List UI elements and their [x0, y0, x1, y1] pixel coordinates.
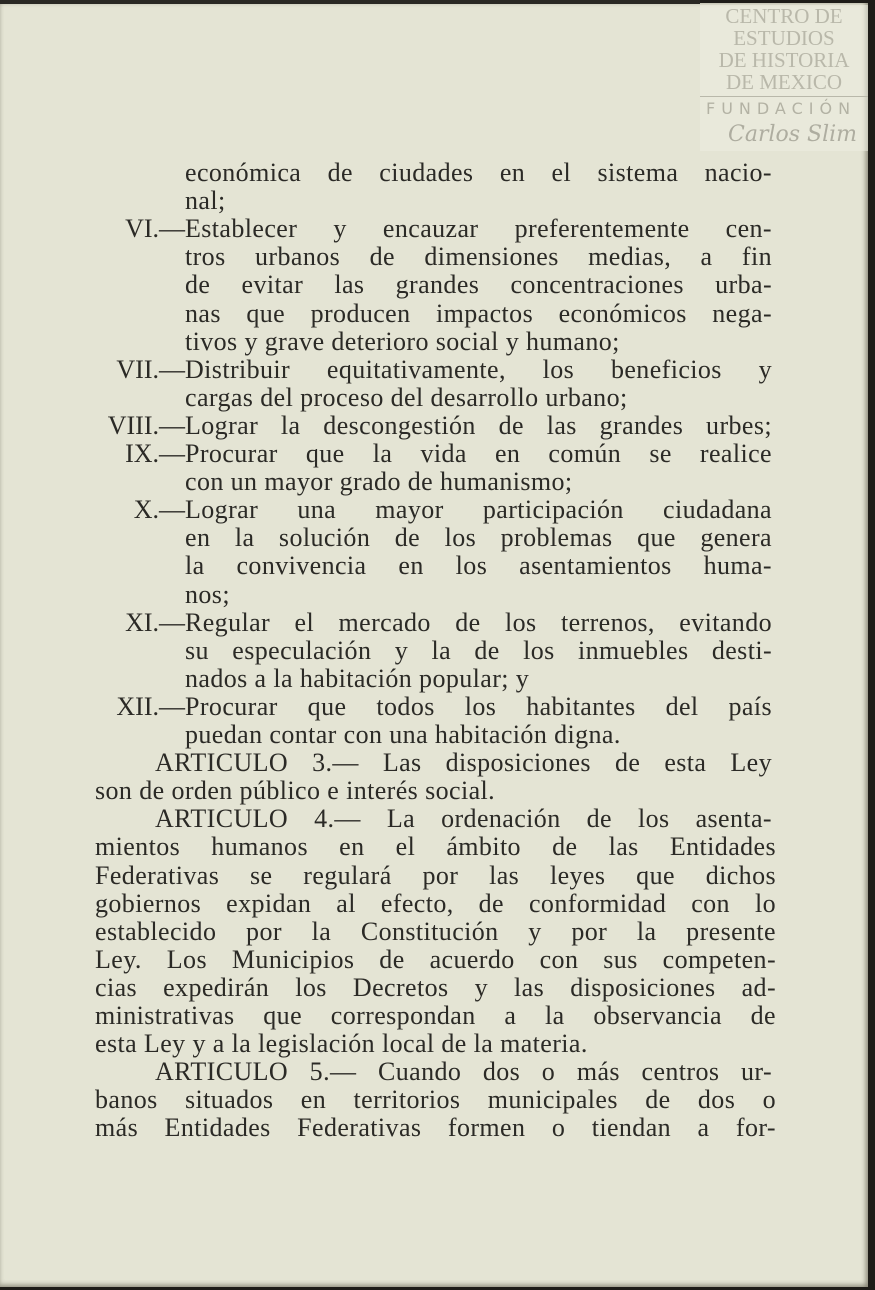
- text-line: con un mayor grado de humanismo;: [185, 467, 573, 497]
- article-heading-line: ARTICULO 3.— Las disposiciones de esta Ley: [155, 748, 772, 778]
- watermark-divider: [700, 96, 868, 97]
- text-line: ministrativas que correspondan a la observancia de: [95, 1001, 776, 1030]
- watermark-signature: Carlos Slim: [728, 122, 858, 147]
- watermark-line: ESTUDIOS: [733, 26, 835, 50]
- text-line: Procurar que la vida en común se realice: [185, 439, 772, 468]
- text-line: Ley. Los Municipios de acuerdo con sus competen-: [95, 944, 776, 974]
- watermark-logo: [700, 5, 868, 151]
- text-line: Lograr la descongestión de las grandes urbes;: [185, 410, 772, 440]
- text-line: cias expedirán los Decretos y las disposiciones ad-: [95, 972, 776, 1002]
- list-numeral: VII.—: [116, 354, 185, 384]
- text-line: gobiernos expidan al efecto, de conformidad con lo: [95, 888, 776, 918]
- text-line: esta Ley y a la legislación local de la materia.: [95, 1029, 588, 1059]
- text-line: tivos y grave deterioro social y humano;: [185, 326, 620, 356]
- watermark-line: DE MEXICO: [725, 70, 843, 94]
- text-line: Procurar que todos los habitantes del país: [185, 691, 772, 721]
- text-line: más Entidades Federativas formen o tiendan a for-: [95, 1113, 776, 1143]
- list-numeral: XI.—: [125, 607, 185, 637]
- watermark-line: CENTRO DE: [725, 4, 843, 28]
- text-line: nados a la habitación popular; y: [185, 663, 530, 693]
- watermark-line: DE HISTORIA: [718, 48, 850, 72]
- text-line: Regular el mercado de los terrenos, evitando: [185, 607, 772, 637]
- text-line: banos situados en territorios municipales de dos o: [95, 1085, 776, 1115]
- text-line: Federativas se regulará por las leyes que dichos: [95, 860, 776, 890]
- text-line: nas que producen impactos económicos nega-: [185, 298, 772, 328]
- list-numeral: X.—: [133, 495, 185, 525]
- list-numeral: XII.—: [116, 691, 185, 721]
- watermark-fundacion: FUNDACIÓN: [706, 99, 857, 118]
- text-line: nal;: [185, 186, 226, 216]
- text-line: puedan contar con una habitación digna.: [185, 720, 621, 749]
- text-line: mientos humanos en el ámbito de las Entidades: [95, 832, 776, 862]
- text-line: cargas del proceso del desarrollo urbano;: [185, 382, 628, 412]
- text-line: Distribuir equitativamente, los beneficios y: [185, 354, 772, 384]
- text-line: Establecer y encauzar preferentemente cen-: [185, 214, 772, 244]
- document-page: [0, 3, 868, 1287]
- list-numeral: IX.—: [125, 439, 185, 468]
- text-line: en la solución de los problemas que genera: [185, 523, 772, 553]
- text-line: económica de ciudades en el sistema nacio-: [185, 158, 772, 187]
- article-heading-line: ARTICULO 5.— Cuando dos o más centros ur-: [155, 1057, 772, 1087]
- text-line: de evitar las grandes concentraciones urba-: [185, 270, 772, 300]
- list-numeral: VIII.—: [107, 410, 185, 440]
- text-line: nos;: [185, 579, 230, 609]
- scan-edge: [0, 0, 700, 4]
- text-line: son de orden público e interés social.: [95, 776, 496, 806]
- text-line: tros urbanos de dimensiones medias, a fin: [185, 242, 772, 272]
- text-line: la convivencia en los asentamientos huma-: [185, 551, 772, 581]
- article-heading-line: ARTICULO 4.— La ordenación de los asenta-: [155, 804, 772, 834]
- text-line: establecido por la Constitución y por la presente: [95, 916, 776, 946]
- text-line: su especulación y la de los inmuebles desti-: [185, 635, 772, 665]
- list-numeral: VI.—: [125, 214, 185, 244]
- text-line: Lograr una mayor participación ciudadana: [185, 495, 772, 525]
